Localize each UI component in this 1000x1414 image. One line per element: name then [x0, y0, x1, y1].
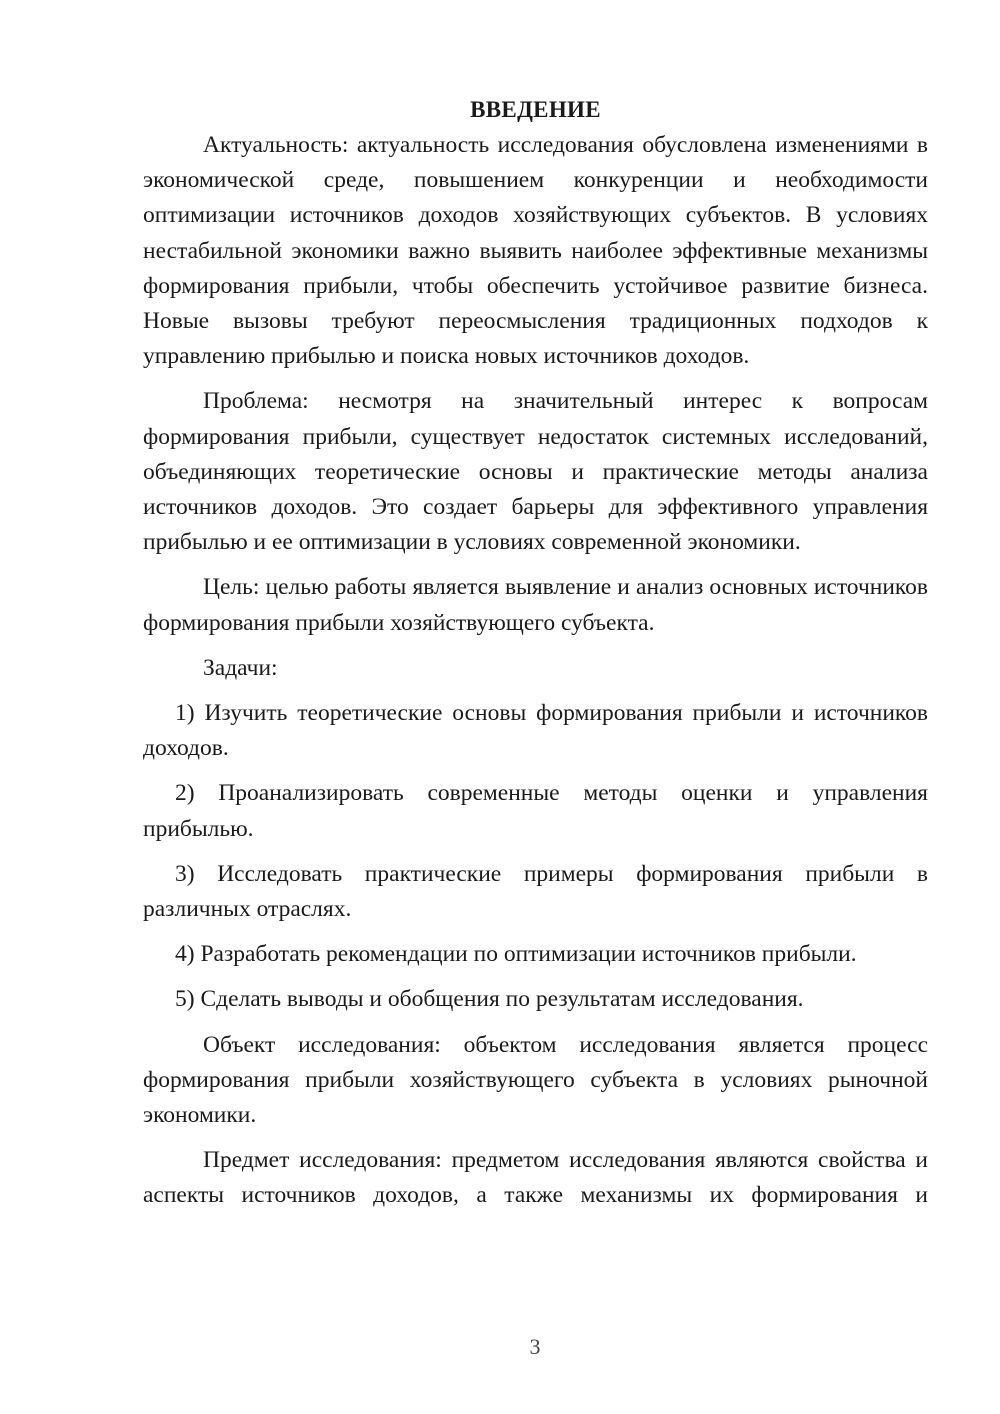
task-item-2: 2) Проанализировать современные методы оценки и управления прибылью. [143, 780, 928, 842]
paragraph-subject: Предмет исследования: предметом исследования являются свойства и аспекты источников доходов, а также механизмы их формирования и [143, 1147, 928, 1209]
paragraph-problem: Проблема: несмотря на значительный интерес к вопросам формирования прибыли, существует недостаток системных исследований, объединяющих теоретические основы и практические методы анализа источников доходов. Это создает барьеры для эффективного управления прибылью и ее оптимизации в условиях современной экономики. [143, 388, 928, 556]
section-title: ВВЕДЕНИЕ [470, 97, 601, 122]
page-number: 3 [529, 1334, 541, 1359]
paragraph-goal: Цель: целью работы является выявление и анализ основных источников формирования прибыли хозяйствующего субъекта. [143, 574, 928, 636]
document-body [143, 92, 928, 1224]
task-item-3: 3) Исследовать практические примеры формирования прибыли в различных отраслях. [143, 860, 928, 923]
paragraph-object: Объект исследования: объектом исследования является процесс формирования прибыли хозяйствующего субъекта в условиях рыночной экономики. [143, 1031, 928, 1129]
task-item-4: 4) Разработать рекомендации по оптимизации источников прибыли. [175, 941, 857, 968]
task-item-1: 1) Изучить теоретические основы формирования прибыли и источников доходов. [143, 700, 928, 762]
task-item-5: 5) Сделать выводы и обобщения по результатам исследования. [175, 986, 804, 1013]
paragraph-relevance: Актуальность: актуальность исследования обусловлена изменениями в экономической среде, повышением конкуренции и необходимости оптимизации источников доходов хозяйствующих субъектов. В условиях нестабильной экономики важно выявить наиболее эффективные механизмы формирования прибыли, чтобы обеспечить устойчивое развитие бизнеса. Новые вызовы требуют переосмысления традиционных подходов к управлению прибылью и поиска новых источников доходов. [143, 132, 928, 370]
tasks-heading: Задачи: [203, 654, 278, 681]
